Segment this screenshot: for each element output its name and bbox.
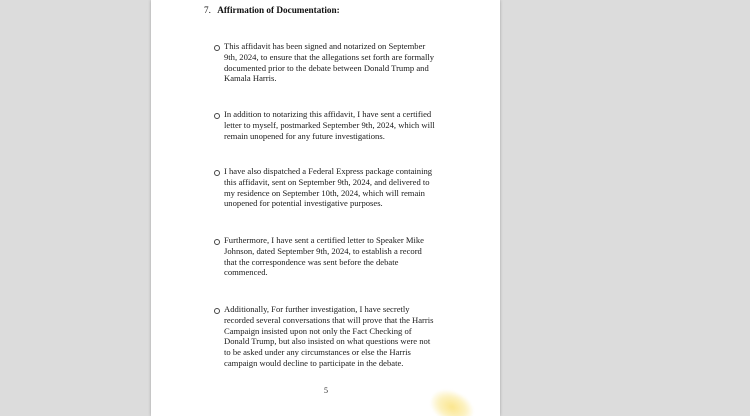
bullet-icon [214, 45, 220, 51]
paragraph-text [224, 166, 496, 209]
text-line: Additionally, For further investigation, I have secretly [224, 304, 410, 314]
list-item [224, 235, 496, 278]
paragraph-text [224, 304, 496, 369]
text-line: documented prior to the debate between Donald Trump and [224, 62, 429, 73]
list-item [224, 166, 496, 209]
page-number: 5 [324, 386, 328, 395]
document-page [151, 0, 500, 416]
text-line: Kamala Harris. [224, 73, 277, 84]
text-line: Donald Trump, but also insisted on what questions were not [224, 336, 431, 347]
text-line: 9th, 2024, to ensure that the allegations set forth are formally [224, 51, 435, 62]
text-line: letter to myself, postmarked September 9th, 2024, which will [224, 119, 435, 130]
text-line: to be asked under any circumstances or else the Harris [224, 347, 411, 358]
text-line: unopened for potential investigative purposes. [224, 198, 383, 209]
text-line: my residence on September 10th, 2024, which will remain [224, 187, 425, 198]
text-line: commenced. [224, 267, 268, 278]
paragraph-text [224, 109, 496, 141]
bullet-icon [214, 113, 220, 119]
text-line: campaign would decline to participate in the debate. [224, 357, 404, 368]
paragraph-text [224, 235, 496, 278]
list-item [224, 41, 496, 84]
list-item [224, 304, 496, 369]
text-line: Campaign insisted upon not only the Fact Checking of [224, 325, 412, 336]
text-line: this affidavit, sent on September 9th, 2024, and delivered to [224, 176, 430, 187]
text-line: Furthermore, I have sent a certified letter to Speaker Mike [224, 235, 424, 245]
text-line: that the correspondence was sent before the debate [224, 256, 399, 267]
list-item [224, 109, 496, 141]
section-number: 7. [204, 5, 211, 15]
section-title: Affirmation of Documentation: [217, 5, 340, 15]
section-heading [204, 5, 340, 15]
text-line: Johnson, dated September 9th, 2024, to establish a record [224, 245, 422, 256]
text-line: recorded several conversations that will prove that the Harris [224, 314, 434, 325]
text-line: In addition to notarizing this affidavit, I have sent a certified [224, 109, 432, 119]
bullet-icon [214, 308, 220, 314]
text-line: I have also dispatched a Federal Express package containing [224, 166, 433, 176]
bullet-icon [214, 170, 220, 176]
bullet-icon [214, 239, 220, 245]
paragraph-text [224, 41, 496, 84]
text-line: This affidavit has been signed and notarized on September [224, 41, 426, 51]
text-line: remain unopened for any future investigations. [224, 130, 385, 141]
